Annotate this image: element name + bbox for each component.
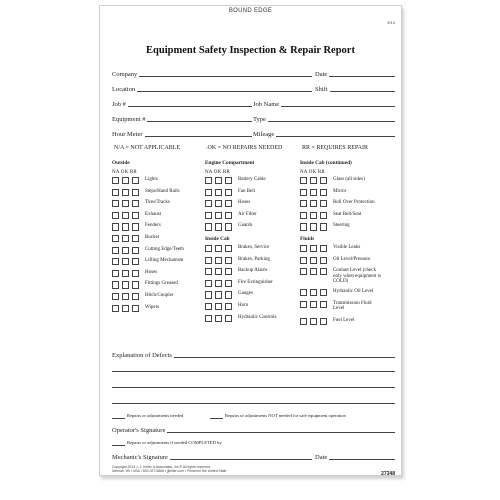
date-line [329, 76, 395, 77]
rr-checkbox[interactable] [132, 305, 139, 312]
job-number-line [128, 106, 252, 107]
form-title: Equipment Safety Inspection & Repair Report [146, 45, 355, 56]
checklist-row [112, 305, 204, 317]
checklist-item-label: Battery Cable [237, 177, 266, 182]
checklist-row [112, 212, 204, 224]
form-number: 27348 [381, 471, 395, 477]
ok-checkbox[interactable] [310, 189, 317, 196]
checklist-row [300, 223, 398, 235]
ok-checkbox[interactable] [122, 200, 129, 207]
ok-checkbox[interactable] [122, 305, 129, 312]
type-field[interactable] [253, 113, 395, 123]
rr-checkbox[interactable] [320, 223, 327, 230]
hour-meter-line [145, 136, 252, 137]
job-name-label: Job Name [253, 101, 280, 108]
operator-signature-label: Operator's Signature [112, 427, 166, 434]
ok-checkbox[interactable] [122, 189, 129, 196]
checklist-row [112, 281, 204, 293]
repairs-needed-label: Repairs or adjustments needed [127, 413, 184, 418]
na-checkbox[interactable] [300, 245, 307, 252]
checklist-row [112, 258, 204, 270]
outside-heading: Outside [112, 160, 130, 166]
rr-checkbox[interactable] [320, 189, 327, 196]
na-checkbox[interactable] [300, 268, 307, 275]
na-checkbox[interactable] [300, 257, 307, 264]
checklist-row [205, 189, 297, 201]
checklist-item-label: Oil Level/Pressure [332, 256, 371, 262]
rr-checkbox[interactable] [320, 268, 327, 275]
mechanic-date-line [329, 459, 395, 460]
location-line [137, 91, 312, 92]
checklist-item-label: Hydraulic Controls [237, 314, 277, 320]
company-label: Company [112, 71, 138, 78]
date-field[interactable] [315, 68, 395, 78]
location-field[interactable] [112, 83, 312, 93]
company-line [139, 76, 312, 77]
checklist-row [205, 257, 297, 269]
mechanic-date-field[interactable] [315, 451, 395, 461]
na-checkbox[interactable] [205, 303, 212, 310]
repairs-not-needed-check-line[interactable] [210, 418, 223, 419]
na-checkbox[interactable] [112, 293, 119, 300]
na-checkbox[interactable] [205, 212, 212, 219]
equipment-number-label: Equipment # [112, 116, 146, 123]
checklist-item-label: Hydraulic Oil Level [332, 289, 374, 295]
repairs-not-needed-label: Repairs or adjustments NOT needed for safe equipment operation [225, 413, 346, 418]
operator-signature-field[interactable] [112, 424, 395, 434]
inspection-form-sheet [99, 5, 402, 476]
checklist-item-label: Visible Leaks [332, 244, 361, 250]
checklist-row [205, 177, 297, 189]
na-checkbox[interactable] [112, 247, 119, 254]
ok-checkbox[interactable] [122, 281, 129, 288]
rr-checkbox[interactable] [225, 280, 232, 287]
rr-checkbox[interactable] [225, 200, 232, 207]
hour-meter-field[interactable] [112, 128, 252, 138]
shift-line [330, 91, 395, 92]
ok-checkbox[interactable] [310, 289, 317, 296]
na-checkbox[interactable] [205, 223, 212, 230]
engine-section [205, 159, 297, 326]
ok-checkbox[interactable] [215, 303, 222, 310]
ok-checkbox[interactable] [215, 223, 222, 230]
rr-checkbox[interactable] [225, 268, 232, 275]
repairs-completed-label: Repairs or adjustments if needed COMPLETED by [127, 440, 222, 445]
checklist-row [205, 291, 297, 303]
rr-checkbox[interactable] [132, 247, 139, 254]
checklist-item-label: Backup Alarm [237, 268, 267, 274]
repairs-completed-check-line[interactable] [112, 445, 125, 446]
ok-checkbox[interactable] [215, 315, 222, 322]
na-checkbox[interactable] [112, 270, 119, 277]
copyright-line: Copyright 2013 J. J. Keller & Associates, Inc.® All rights reserved. [112, 465, 211, 469]
checklist-row [300, 212, 398, 224]
checklist-row [112, 247, 204, 259]
checklist-item-label: Cutting Edge/Teeth [144, 246, 184, 252]
fluids-heading: Fluids [300, 235, 315, 242]
ok-checkbox[interactable] [310, 223, 317, 230]
checklist-item-label: Transmission Fluid Level [332, 300, 372, 312]
explanation-field[interactable] [112, 349, 395, 359]
rr-checkbox[interactable] [320, 212, 327, 219]
na-checkbox[interactable] [112, 281, 119, 288]
explanation-line[interactable] [112, 403, 395, 404]
rr-checkbox[interactable] [132, 281, 139, 288]
rr-checkbox[interactable] [225, 245, 232, 252]
ok-checkbox[interactable] [215, 212, 222, 219]
checklist-item-label: Hoses [237, 200, 251, 206]
checklist-item-label: Brakes, Service [237, 244, 270, 250]
ok-checkbox[interactable] [215, 257, 222, 264]
status-codes-header: NA OK RR [112, 170, 137, 175]
checklist-item-label: Hoses [144, 269, 158, 275]
shift-field[interactable] [315, 83, 395, 93]
location-label: Location [112, 86, 136, 93]
explanation-line[interactable] [112, 371, 395, 372]
rr-checkbox[interactable] [320, 200, 327, 207]
ok-checkbox[interactable] [122, 223, 129, 230]
checklist-item-label: Fenders [144, 223, 161, 229]
checklist-item-label: Horn [237, 302, 249, 308]
checklist-item-label: Seat Belt/Seat [332, 211, 362, 217]
ok-checkbox[interactable] [310, 245, 317, 252]
na-checkbox[interactable] [112, 177, 119, 184]
type-line [268, 121, 395, 122]
ok-checkbox[interactable] [310, 318, 317, 325]
checklist-row [300, 200, 398, 212]
na-checkbox[interactable] [300, 289, 307, 296]
checklist-item-label: Coolant Level (check only when equipment is COLD) [332, 268, 381, 285]
mileage-line [276, 136, 395, 137]
na-checkbox[interactable] [300, 212, 307, 219]
na-checkbox[interactable] [112, 223, 119, 230]
ok-checkbox[interactable] [310, 177, 317, 184]
rr-checkbox[interactable] [132, 235, 139, 242]
rr-checkbox[interactable] [320, 177, 327, 184]
legend-rr: RR = REQUIRES REPAIR [302, 145, 369, 151]
na-checkbox[interactable] [205, 200, 212, 207]
mileage-field[interactable] [253, 128, 395, 138]
repairs-needed-check-line[interactable] [112, 418, 125, 419]
rr-checkbox[interactable] [132, 293, 139, 300]
rr-checkbox[interactable] [320, 289, 327, 296]
inside-cab-continued-heading: Inside Cab (continued) [300, 160, 352, 166]
checklist-item-label: Lights [144, 177, 158, 182]
checklist-row [205, 212, 297, 224]
operator-signature-line [167, 432, 395, 433]
ok-checkbox[interactable] [215, 177, 222, 184]
inside-cab-continued-section [300, 159, 398, 329]
publisher-address-line: Neenah, WI • USA • 800-327-6868 • jjkeller.com • Printed in the United State [112, 469, 227, 474]
rr-checkbox[interactable] [225, 223, 232, 230]
na-checkbox[interactable] [300, 200, 307, 207]
status-codes-header: NA OK RR [300, 170, 325, 175]
mechanic-signature-field[interactable] [112, 451, 312, 461]
ok-checkbox[interactable] [310, 301, 317, 308]
rr-checkbox[interactable] [320, 301, 327, 308]
equipment-number-field[interactable] [112, 113, 252, 123]
checklist-row [205, 223, 297, 235]
checklist-item-label: Wipers [144, 304, 160, 310]
ok-checkbox[interactable] [310, 257, 317, 264]
checklist-row [300, 301, 398, 318]
hour-meter-label: Hour Meter [112, 131, 143, 138]
ok-checkbox[interactable] [122, 293, 129, 300]
na-checkbox[interactable] [300, 189, 307, 196]
inside-cab-heading: Inside Cab [205, 235, 230, 242]
checklist-row [112, 189, 204, 201]
na-checkbox[interactable] [300, 318, 307, 325]
checklist-row [205, 268, 297, 280]
legend-na: N/A = NOT APPLICABLE [114, 145, 181, 151]
type-label: Type [253, 116, 266, 123]
ok-checkbox[interactable] [122, 212, 129, 219]
checklist-row [205, 280, 297, 292]
job-name-line [281, 106, 395, 107]
explanation-line [174, 357, 395, 358]
checklist-item-label: Fuel Level [332, 317, 355, 323]
explanation-label: Explanation of Defects [112, 352, 172, 359]
mechanic-signature-label: Mechanic's Signature [112, 454, 168, 461]
form-revision: 9/13 [387, 20, 395, 25]
equipment-number-line [147, 121, 252, 122]
na-checkbox[interactable] [112, 189, 119, 196]
rr-checkbox[interactable] [225, 212, 232, 219]
na-checkbox[interactable] [205, 245, 212, 252]
na-checkbox[interactable] [205, 189, 212, 196]
checklist-item-label: Tires/Tracks [144, 200, 170, 206]
checklist-row [300, 318, 398, 330]
rr-checkbox[interactable] [225, 257, 232, 264]
na-checkbox[interactable] [205, 280, 212, 287]
ok-checkbox[interactable] [122, 258, 129, 265]
na-checkbox[interactable] [112, 258, 119, 265]
checklist-row [112, 177, 204, 189]
rr-checkbox[interactable] [132, 270, 139, 277]
checklist-row [112, 293, 204, 305]
rr-checkbox[interactable] [132, 212, 139, 219]
rr-checkbox[interactable] [320, 257, 327, 264]
ok-checkbox[interactable] [122, 177, 129, 184]
checklist-row [300, 177, 398, 189]
mechanic-date-label: Date [315, 454, 328, 461]
na-checkbox[interactable] [300, 223, 307, 230]
checklist-item-label: Fire Extinguisher [237, 279, 273, 285]
ok-checkbox[interactable] [215, 200, 222, 207]
checklist-row [112, 270, 204, 282]
rr-checkbox[interactable] [225, 315, 232, 322]
checklist-item-label: Fan Belt [237, 188, 256, 194]
rr-checkbox[interactable] [320, 318, 327, 325]
checklist-row [300, 268, 398, 289]
outside-section [112, 159, 204, 316]
rr-checkbox[interactable] [225, 303, 232, 310]
checklist-item-label: Bucket [144, 234, 160, 240]
rr-checkbox[interactable] [132, 189, 139, 196]
rr-checkbox[interactable] [225, 177, 232, 184]
na-checkbox[interactable] [112, 212, 119, 219]
date-label: Date [315, 71, 328, 78]
ok-checkbox[interactable] [215, 245, 222, 252]
ok-checkbox[interactable] [310, 268, 317, 275]
ok-checkbox[interactable] [215, 280, 222, 287]
na-checkbox[interactable] [112, 305, 119, 312]
na-checkbox[interactable] [300, 177, 307, 184]
explanation-line[interactable] [112, 387, 395, 388]
checklist-item-label: Hitch/Coupler [144, 292, 174, 298]
engine-heading: Engine Compartment [205, 160, 255, 166]
na-checkbox[interactable] [112, 235, 119, 242]
na-checkbox[interactable] [205, 268, 212, 275]
checklist-row [112, 235, 204, 247]
na-checkbox[interactable] [205, 291, 212, 298]
checklist-row [205, 315, 297, 327]
ok-checkbox[interactable] [215, 291, 222, 298]
checklist-item-label: Steps/Hand Rails [144, 188, 180, 194]
checklist-item-label: Steering [332, 223, 350, 229]
na-checkbox[interactable] [300, 301, 307, 308]
rr-checkbox[interactable] [132, 223, 139, 230]
ok-checkbox[interactable] [310, 200, 317, 207]
checklist-item-label: Exhaust [144, 211, 162, 217]
checklist-row [300, 289, 398, 301]
rr-checkbox[interactable] [225, 291, 232, 298]
checklist-row [205, 200, 297, 212]
mechanic-signature-line [170, 459, 312, 460]
company-field[interactable] [112, 68, 312, 78]
legend-ok: .OK = NO REPAIRS NEEDED [206, 145, 283, 151]
ok-checkbox[interactable] [122, 247, 129, 254]
checklist-row [300, 257, 398, 269]
shift-label: Shift [315, 86, 328, 93]
checklist-item-label: Fittings Greased [144, 281, 178, 287]
job-name-field[interactable] [253, 98, 395, 108]
status-codes-header: NA OK RR [205, 170, 230, 175]
checklist-row [205, 303, 297, 315]
ok-checkbox[interactable] [310, 212, 317, 219]
checklist-item-label: Glass (all sides) [332, 177, 365, 182]
ok-checkbox[interactable] [122, 235, 129, 242]
na-checkbox[interactable] [205, 315, 212, 322]
job-number-label: Job # [112, 101, 126, 108]
checklist-item-label: Brakes, Parking [237, 256, 270, 262]
rr-checkbox[interactable] [132, 258, 139, 265]
rr-checkbox[interactable] [320, 245, 327, 252]
na-checkbox[interactable] [205, 257, 212, 264]
checklist-item-label: Gauges [237, 291, 253, 297]
job-number-field[interactable] [112, 98, 252, 108]
checklist-item-label: Guards [237, 223, 253, 229]
mileage-label: Mileage [253, 131, 275, 138]
na-checkbox[interactable] [112, 200, 119, 207]
checklist-row [205, 245, 297, 257]
checklist-row [300, 245, 398, 257]
ok-checkbox[interactable] [122, 270, 129, 277]
checklist-row [112, 200, 204, 212]
checklist-row [112, 223, 204, 235]
rr-checkbox[interactable] [225, 189, 232, 196]
bound-edge-label: BOUND EDGE [228, 8, 273, 14]
copyright-footer [112, 465, 226, 474]
na-checkbox[interactable] [205, 177, 212, 184]
checklist-item-label: Lifting Mechanism [144, 258, 184, 264]
rr-checkbox[interactable] [132, 200, 139, 207]
checklist-item-label: Mirror [332, 188, 347, 194]
ok-checkbox[interactable] [215, 189, 222, 196]
checklist-row [300, 189, 398, 201]
checklist-item-label: Roll Over Protection [332, 200, 375, 206]
rr-checkbox[interactable] [132, 177, 139, 184]
checklist-item-label: Air Filter [237, 211, 257, 217]
ok-checkbox[interactable] [215, 268, 222, 275]
